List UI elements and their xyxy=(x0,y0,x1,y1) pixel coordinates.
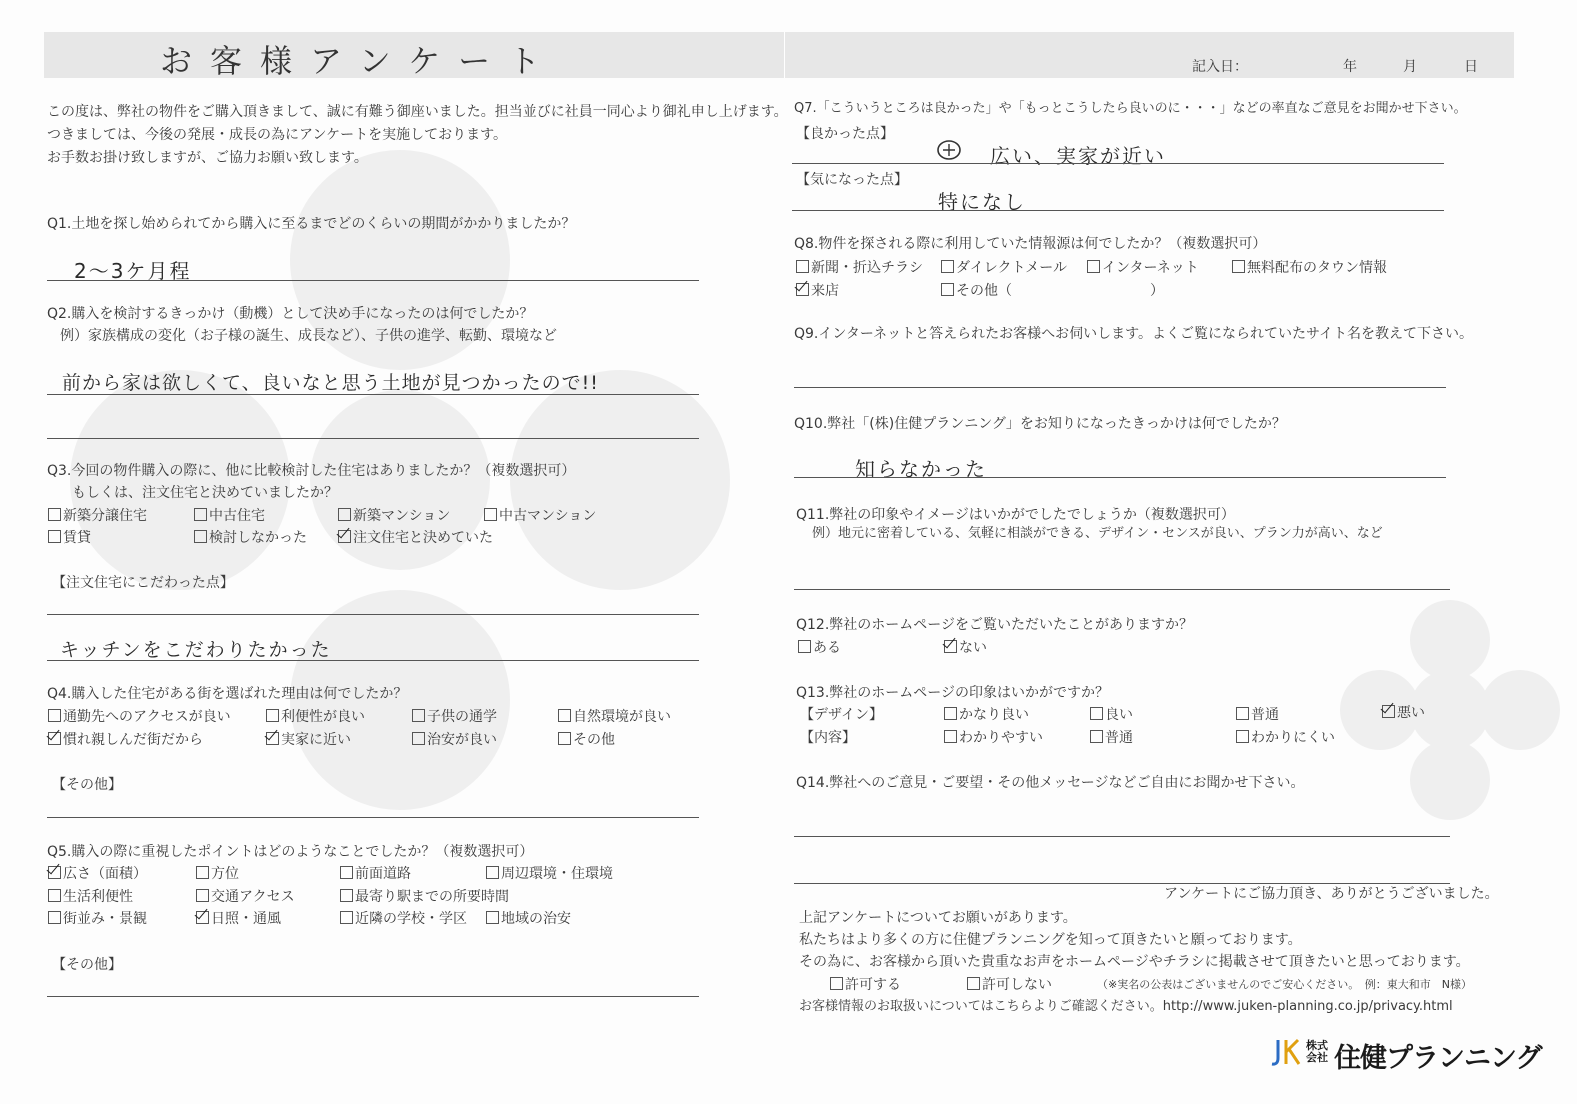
q10-answer[interactable]: 知らなかった xyxy=(855,457,987,481)
q3-sub-line xyxy=(47,614,699,615)
q5-text: Q5.購入の際に重視したポイントはどのようなことでしたか？（複数選択可） xyxy=(47,844,534,860)
q12-option[interactable]: ある xyxy=(798,640,841,657)
q2-answer-line xyxy=(47,394,699,395)
q3-sub-label: 【注文住宅にこだわった点】 xyxy=(52,575,234,591)
q13-content-option[interactable]: わかりやすい xyxy=(944,730,1043,747)
q3-answer-line xyxy=(47,660,699,661)
q1-text: Q1.土地を探し始められてから購入に至るまでどのくらいの期間がかかりましたか？ xyxy=(47,216,576,232)
q13-design-option-checked[interactable]: 悪い xyxy=(1382,705,1425,722)
q5-option[interactable]: 交通アクセス xyxy=(196,889,295,906)
date-day: 日 xyxy=(1464,59,1478,75)
q8-option[interactable]: その他（ xyxy=(941,283,1012,300)
date-year: 年 xyxy=(1343,59,1357,75)
q7-text: Q7.「こういうところは良かった」や「もっとこうしたら良いのに・・・」などの率直なご意見をお聞かせ下さい。 xyxy=(794,101,1467,116)
q5-option[interactable]: 生活利便性 xyxy=(48,889,133,906)
header-divider xyxy=(784,32,785,78)
q3-option[interactable]: 新築マンション xyxy=(338,508,450,525)
q8-option[interactable]: インターネット xyxy=(1087,260,1199,277)
intro-line: つきましては、今後の発展・成長の為にアンケートを実施しております。 xyxy=(47,127,508,143)
q11-example: 例）地元に密着している、気軽に相談ができる、デザイン・センスが良い、プラン力が高い、など xyxy=(812,526,1383,541)
q8-text: Q8.物件を探される際に利用していた情報源は何でしたか？（複数選択可） xyxy=(794,236,1267,252)
q4-option[interactable]: 利便性が良い xyxy=(266,709,365,726)
q4-option-checked[interactable]: 実家に近い xyxy=(266,732,351,749)
q7-concern-line xyxy=(792,210,1444,211)
circled-mark-icon xyxy=(936,138,962,162)
logo-kabu: 株式会社 xyxy=(1306,1039,1328,1064)
q13-content-label: 【内容】 xyxy=(800,730,856,746)
q3-option[interactable]: 検討しなかった xyxy=(194,530,307,547)
q3-option[interactable]: 新築分譲住宅 xyxy=(48,508,147,525)
q11-text: Q11.弊社の印象やイメージはいかがでしたでしょうか（複数選択可） xyxy=(796,507,1235,523)
q5-option[interactable]: 周辺環境・住環境 xyxy=(486,866,613,883)
q14-answer-line-2 xyxy=(794,883,1450,884)
q5-option[interactable]: 近隣の学校・学区 xyxy=(340,911,467,928)
q4-option[interactable]: 治安が良い xyxy=(412,732,497,749)
q9-answer-line xyxy=(794,387,1446,388)
q7-good-line xyxy=(792,163,1444,164)
q5-option[interactable]: 地域の治安 xyxy=(486,911,571,928)
q5-other-label: 【その他】 xyxy=(52,957,122,973)
q12-option-checked[interactable]: ない xyxy=(944,640,987,657)
q11-answer-line xyxy=(794,589,1450,590)
watermark-ornament-right xyxy=(1340,600,1560,820)
q5-option[interactable]: 最寄り駅までの所要時間 xyxy=(340,889,509,906)
q5-option-checked[interactable]: 日照・通風 xyxy=(196,911,281,928)
deny-checkbox[interactable]: 許可しない xyxy=(967,977,1052,994)
closing-line: 私たちはより多くの方に住健プランニングを知って頂きたいと願っております。 xyxy=(799,932,1302,948)
q13-text: Q13.弊社のホームページの印象はいかがですか？ xyxy=(796,685,1110,701)
q8-option[interactable]: 無料配布のタウン情報 xyxy=(1232,260,1387,277)
q13-content-option[interactable]: 普通 xyxy=(1090,730,1133,747)
q4-option[interactable]: 自然環境が良い xyxy=(558,709,671,726)
q8-option[interactable]: 新聞・折込チラシ xyxy=(796,260,923,277)
q5-option[interactable]: 前面道路 xyxy=(340,866,411,883)
privacy-link[interactable]: お客様情報のお取扱いについてはこちらよりご確認ください。http://www.juken-planning.co.jp/privacy.html xyxy=(799,999,1453,1014)
permit-checkbox[interactable]: 許可する xyxy=(830,977,901,994)
q4-option[interactable]: 通勤先へのアクセスが良い xyxy=(48,709,231,726)
q10-text: Q10.弊社「(株)住健プランニング」をお知りになったきっかけは何でしたか？ xyxy=(794,416,1286,432)
q2-example: 例）家族構成の変化（お子様の誕生、成長など）、子供の進学、転勤、環境など xyxy=(60,328,557,344)
intro-line: お手数お掛け致しますが、ご協力お願い致します。 xyxy=(47,150,368,166)
q7-good-label: 【良かった点】 xyxy=(796,126,894,142)
logo-name: 住健プランニング xyxy=(1334,1043,1542,1074)
q12-text: Q12.弊社のホームページをご覧いただいたことがありますか？ xyxy=(796,617,1194,633)
closing-note: （※実名の公表はございませんのでご安心ください。 例：東大和市 N様） xyxy=(1097,978,1472,991)
q4-option[interactable]: 子供の通学 xyxy=(412,709,497,726)
q8-option-checked[interactable]: 来店 xyxy=(796,283,839,300)
q7-concern-label: 【気になった点】 xyxy=(796,172,908,188)
q5-option-checked[interactable]: 広さ（面積） xyxy=(48,866,147,883)
q13-design-option[interactable]: 普通 xyxy=(1236,707,1279,724)
q3-text-2: もしくは、注文住宅と決めていましたか？ xyxy=(72,485,338,501)
intro-line: この度は、弊社の物件をご購入頂きまして、誠に有難う御座いました。担当並びに社員一同心より御礼申し上げます。 xyxy=(47,104,788,120)
q3-option[interactable]: 中古住宅 xyxy=(194,508,265,525)
q2-answer[interactable]: 前から家は欲しくて、良いなと思う土地が見つかったので!! xyxy=(62,372,599,394)
q13-design-label: 【デザイン】 xyxy=(800,707,884,723)
page-title: お客様アンケート xyxy=(160,42,559,80)
date-label: 記入日： xyxy=(1192,59,1248,75)
q4-other-label: 【その他】 xyxy=(52,777,122,793)
q2-text: Q2.購入を検討するきっかけ（動機）として決め手になったのは何でしたか？ xyxy=(47,306,534,322)
q13-content-option[interactable]: わかりにくい xyxy=(1236,730,1335,747)
q3-option[interactable]: 中古マンション xyxy=(484,508,596,525)
closing-thanks: アンケートにご協力頂き、ありがとうございました。 xyxy=(1164,886,1499,902)
q10-answer-line xyxy=(794,477,1446,478)
q14-text: Q14.弊社へのご意見・ご要望・その他メッセージなどご自由にお聞かせ下さい。 xyxy=(796,775,1305,791)
q13-design-option[interactable]: 良い xyxy=(1090,707,1133,724)
q3-option[interactable]: 賃貸 xyxy=(48,530,91,547)
q14-answer-line xyxy=(794,836,1450,837)
q5-option[interactable]: 方位 xyxy=(196,866,239,883)
q5-other-line xyxy=(47,996,699,997)
q7-good-answer[interactable]: 広い、実家が近い xyxy=(990,144,1166,168)
q4-option-checked[interactable]: 慣れ親しんだ街だから xyxy=(48,732,203,749)
q9-text: Q9.インターネットと答えられたお客様へお伺いします。よくご覧になられていたサイト名を教えて下さい。 xyxy=(794,326,1474,342)
q1-answer[interactable]: 2～3ケ月程 xyxy=(74,259,192,283)
q1-answer-line xyxy=(47,280,699,281)
q3-option-checked[interactable]: 注文住宅と決めていた xyxy=(338,530,493,547)
closing-line: 上記アンケートについてお願いがあります。 xyxy=(799,910,1077,926)
date-month: 月 xyxy=(1403,59,1417,75)
q4-text: Q4.購入した住宅がある街を選ばれた理由は何でしたか？ xyxy=(47,686,408,702)
q13-design-option[interactable]: かなり良い xyxy=(944,707,1029,724)
q4-option[interactable]: その他 xyxy=(558,732,615,749)
jk-logo-icon xyxy=(1270,1038,1302,1068)
q8-option[interactable]: ダイレクトメール xyxy=(941,260,1067,277)
q4-other-line xyxy=(47,817,699,818)
closing-line: その為に、お客様から頂いた貴重なお声をホームページやチラシに掲載させて頂きたいと思っております。 xyxy=(799,954,1470,970)
q3-text: Q3.今回の物件購入の際に、他に比較検討した住宅はありましたか？（複数選択可） xyxy=(47,463,576,479)
q5-option[interactable]: 街並み・景観 xyxy=(48,911,147,928)
q8-other-close: ） xyxy=(1150,283,1164,299)
q7-concern-answer[interactable]: 特になし xyxy=(938,190,1026,214)
q2-answer-line-2 xyxy=(47,438,699,439)
q3-answer[interactable]: キッチンをこだわりたかった xyxy=(60,639,332,661)
